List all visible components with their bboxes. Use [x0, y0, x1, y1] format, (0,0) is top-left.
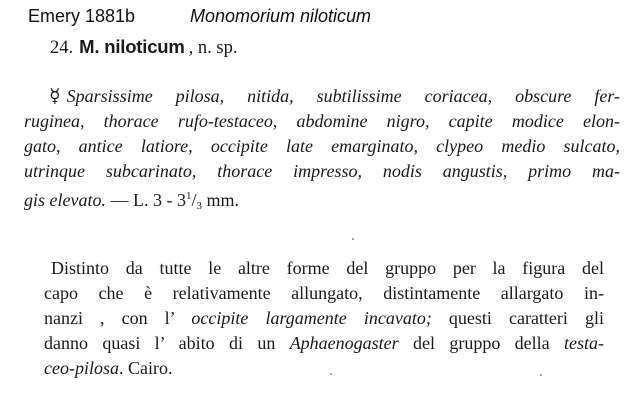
remark-text: . Cairo. [118, 358, 173, 378]
measurement-fraction: $^1/_3$ [185, 190, 202, 212]
description-line: ruginea, thorace rufo-testaceo, abdomine nigro, capite modice elon- [24, 111, 620, 131]
species-number: 24. [50, 38, 74, 58]
italian-remark [44, 256, 604, 381]
scan-speck [540, 374, 542, 376]
remark-line: capo che è relativamente allungato, distintamente allargato in- [44, 283, 604, 303]
species-name: M. niloticum [79, 36, 185, 57]
scan-speck [330, 373, 332, 375]
worker-symbol: ☿ [49, 86, 61, 107]
fraction-denominator: 3 [196, 200, 202, 212]
description-line [24, 184, 620, 219]
remark-text: del gruppo della [398, 333, 564, 353]
remark-text: questi caratteri gli [431, 308, 604, 328]
remark-line [44, 356, 604, 381]
description-text: gis elevato. [24, 190, 106, 210]
remark-italic-text: Aphaenogaster [289, 333, 399, 353]
measurement-prefix: — L. 3 - 3 [105, 190, 186, 210]
measurement-unit: mm. [202, 190, 240, 210]
source-citation: Emery 1881b [28, 6, 136, 26]
measurement [106, 190, 239, 210]
species-heading [50, 36, 237, 59]
taxon-name: Monomorium niloticum [190, 6, 372, 26]
remark-text: danno quasi l’ abito di un [44, 333, 290, 353]
description-line: utrinque subcarinato, thorace impresso, nodis angustis, primo ma- [24, 161, 620, 181]
species-status: , n. sp. [188, 38, 238, 58]
latin-description [24, 84, 620, 219]
fraction-numerator: 1 [185, 190, 192, 202]
header [28, 6, 372, 27]
description-line [24, 84, 620, 109]
remark-line [44, 331, 604, 356]
remark-italic-text: ceo-pilosa [44, 358, 119, 378]
remark-line: Distinto da tutte le altre forme del gruppo per la figura del [51, 258, 604, 278]
remark-italic-text: occipite largamente incavato; [191, 308, 432, 328]
description-line: gato, antice latiore, occipite late emarginato, clypeo medio sulcato, [24, 136, 620, 156]
description-text: Sparsissime pilosa, nitida, subtilissime coriacea, obscure fer- [66, 86, 620, 106]
remark-italic-text: testa- [564, 333, 604, 353]
remark-line [44, 306, 604, 331]
remark-text: nanzi , con l’ [44, 308, 192, 328]
scan-speck [352, 238, 354, 240]
